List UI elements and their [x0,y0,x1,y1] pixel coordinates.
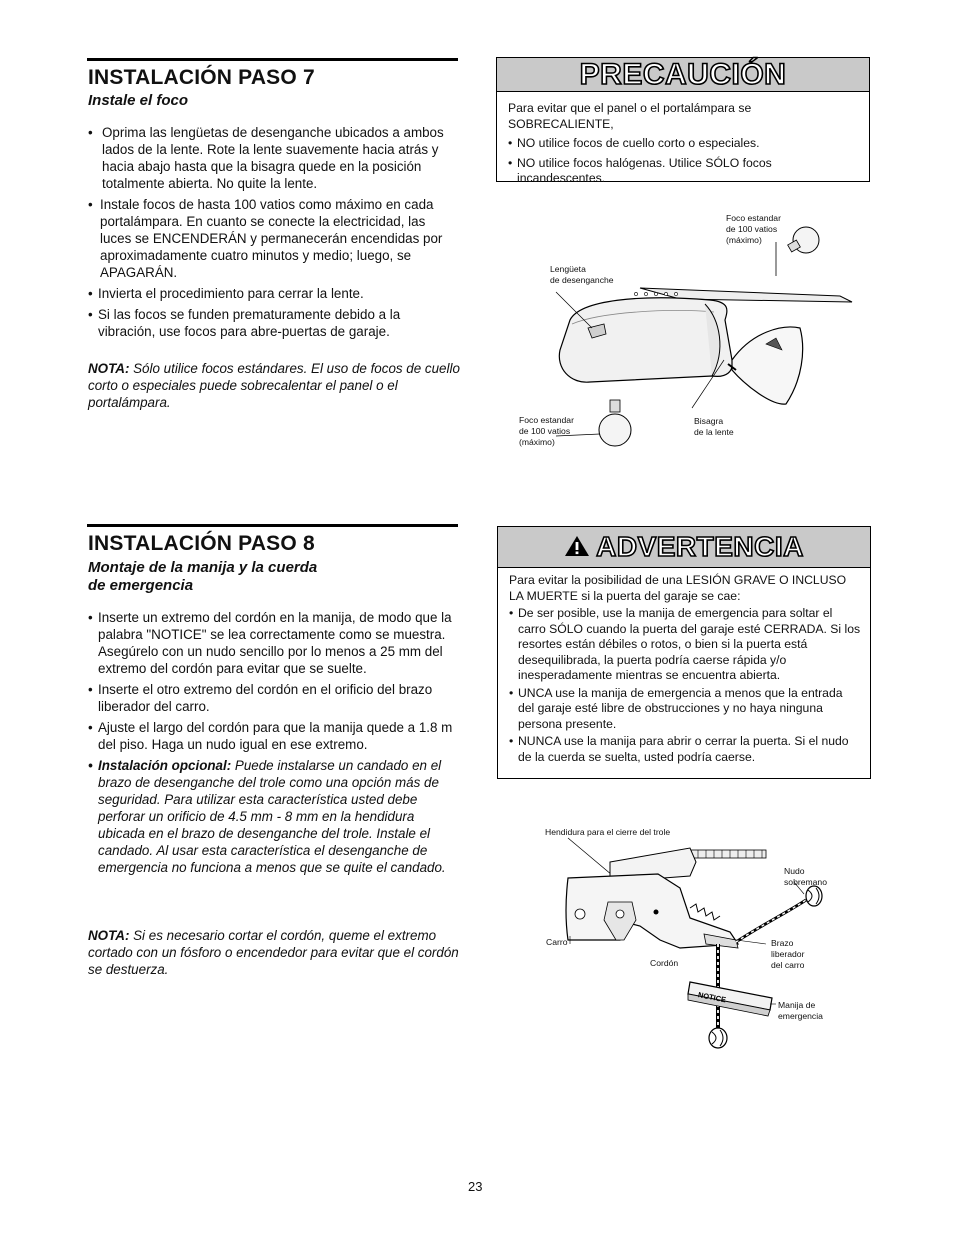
warning-triangle-icon [564,535,590,562]
figure-light-installation [500,200,880,470]
step7-heading: INSTALACIÓN PASO 7 [88,66,315,89]
warning-bullet-list [509,606,862,765]
bottom-knot-icon [709,1028,727,1048]
list-item: • Inserte un extremo del cordón en la manija, de modo que la palabra "NOTICE" se lea correctamente como se muestra. Asegúrelo con un nudo sencillo por lo menos a 25 mm del extremo del cordón para evitar que se suelte. [88,610,452,676]
list-item: • Inserte el otro extremo del cordón en el orificio del brazo liberador del carro. [88,682,433,714]
top-bulb-icon [788,227,819,253]
list-item: • Invierta el procedimiento para cerrar la lente. [88,286,364,301]
step8-note: NOTA: Si es necesario cortar el cordón, queme el extremo cortado con un fósforo o encendedor para evitar que el cordón se destuerza. [88,928,459,977]
knot-icon [806,886,822,906]
list-item: • De ser posible, use la manija de emergencia para soltar el carro SÓLO cuando la puerta del garaje esté CERRADA. Si los resortes están débiles o rotos, o bien si la puerta está desequilibrada, la puerta podría caerse rápida y/o inesperadamente mientras se encuentra abierta. [509,606,861,682]
emergency-handle [688,982,772,1016]
caution-bullet-list [508,136,859,187]
list-item: • UNCA use la manija de emergencia a menos que la entrada del garaje esté libre de obstrucciones y no haya ninguna persona presente. [509,685,843,731]
caution-banner [497,58,869,92]
step8-subheading-line2: de emergencia [88,577,194,594]
list-item: • Oprima las lengüetas de desenganche ubicados a ambos lados de la lente. Rote la lente suavemente hacia atrás y hacia abajo hasta que la bisagra quede en la posición totalmente abierta. No quite la lente. [88,125,444,191]
page-number: 23 [468,1179,483,1194]
label-overhand-knot: Nudo sobremano [784,866,827,887]
step8-top-rule [87,524,458,527]
handle-notice-text: NOTICE [697,990,727,1005]
list-item: • NO utilice focos de cuello corto o especiales. [508,136,760,150]
warning-title: ADVERTENCIA [596,531,804,562]
list-item: • NUNCA use la manija para abrir o cerrar la puerta. Si el nudo de la cuerda se suelta, usted podría caerse. [509,734,849,764]
label-bulb-bottom: Foco estandar de 100 vatios (máximo) [519,415,574,447]
label-trolley-slot: Hendidura para el cierre del trole [545,827,671,837]
caution-box [496,57,870,185]
label-carriage: Carro [546,937,568,947]
list-item: • Instalación opcional: Puede instalarse un candado en el brazo de desenganche del trole como una opción más de seguridad. Para utilizar esta característica usted debe perforar un orificio de 4.5 mm - 8 mm en la hendidura ubicada en el brazo de desenganche del trole. Instale el candado. Al usar esta característica el desenganche de emergencia no funciona a menos que se quite el candado. [88,758,446,875]
list-item: • Si las focos se funden prematuramente debido a la vibración, use focos para abre-puertas de garaje. [88,307,401,339]
step7-bullet-list [88,124,458,340]
caution-body [497,92,869,187]
step7-note: NOTA: Sólo utilice focos estándares. El uso de focos de cuello corto o especiales puede sobrecalentar el panel o el portalámpara. [88,361,460,410]
figure-emergency-rope [540,822,840,1062]
step8-bullet-list [88,609,460,876]
warning-body [498,568,870,765]
warning-banner [498,527,870,568]
warning-box [497,526,871,779]
list-item: • NO utilice focos halógenas. Utilice SÓLO focos incandescentes. [508,155,772,185]
step8-subheading-line1: Montaje de la manija y la cuerda [88,559,318,576]
caution-title: PRECAUCIÓN [579,57,787,91]
caution-intro: Para evitar que el panel o el portalámpara se SOBRECALIENTE, [508,101,752,131]
list-item: • Ajuste el largo del cordón para que la manija quede a 1.8 m del piso. Haga un nudo igual en ese extremo. [88,720,453,752]
label-release-arm: Brazo liberador del carro [771,938,805,970]
bottom-bulb-icon [599,400,631,446]
label-release-tab: Lengüeta de desenganche [550,264,614,285]
step7-body [88,124,458,344]
label-bulb-top: Foco estandar de 100 vatios (máximo) [726,213,781,245]
step8-body [88,609,460,880]
step8-heading: INSTALACIÓN PASO 8 [88,532,315,555]
label-emergency-handle: Manija de emergencia [778,1000,823,1021]
label-cord: Cordón [650,958,679,968]
list-item: • Instale focos de hasta 100 vatios como máximo en cada portalámpara. En cuanto se conecte la electricidad, las luces se ENCENDERÁN y permanecerán encendidas por aproximadamente cuatro minutos y medio; luego, se APAGARÁN. [88,197,443,280]
step7-top-rule [87,58,458,61]
warning-intro: Para evitar la posibilidad de una LESIÓN GRAVE O INCLUSO LA MUERTE si la puerta del garaje se cae: [509,573,847,603]
label-lens-hinge: Bisagra de la lente [694,416,734,437]
step7-subheading: Instale el foco [88,92,189,109]
